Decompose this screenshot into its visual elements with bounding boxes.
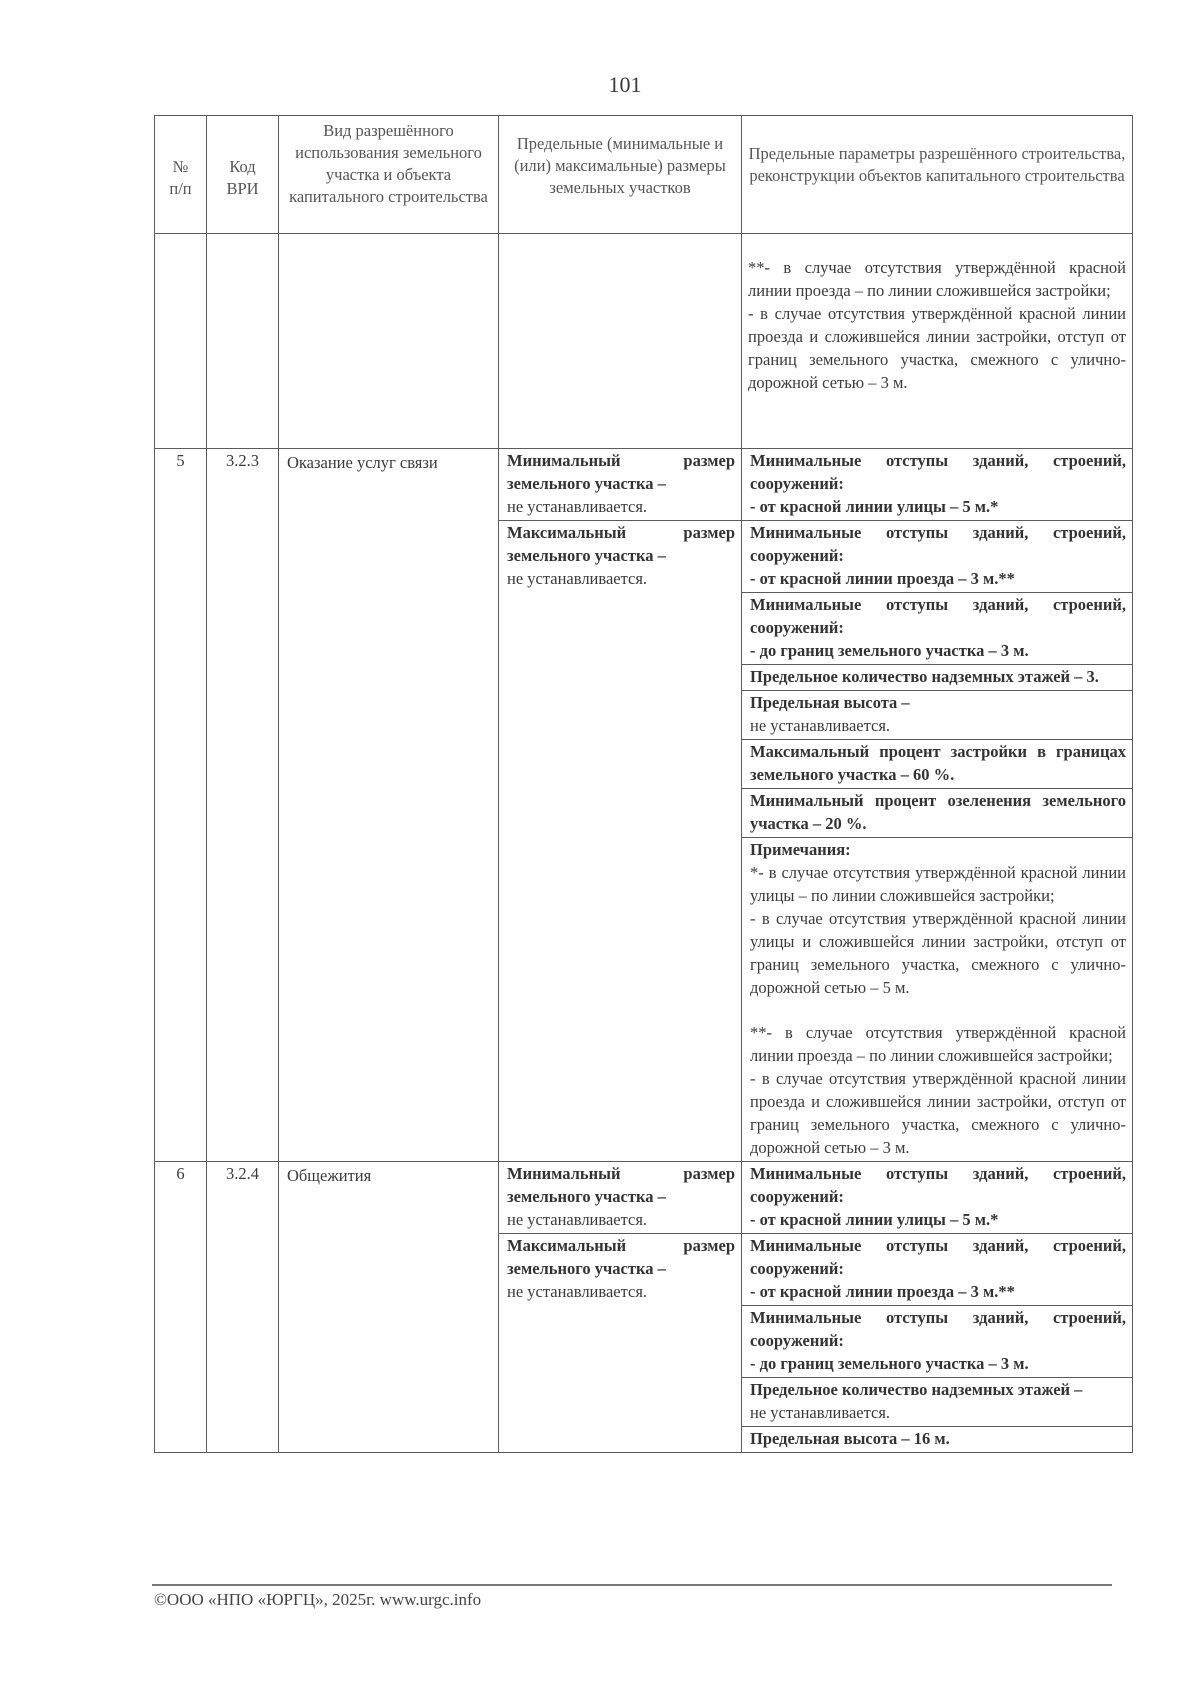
param-setback-label: Минимальные отступы зданий, строений, сооружений: <box>750 1236 1126 1278</box>
param-setback-label: Минимальные отступы зданий, строений, сооружений: <box>750 1164 1126 1206</box>
note-text: - в случае отсутствия утверждённой красной линии улицы и сложившейся линии застройки, отступ от границ земельного участка, смежного с улично-дорожной сетью – 5 м. <box>750 909 1126 997</box>
param-setback-value: - от красной линии проезда – 3 м.** <box>750 569 1015 588</box>
param-setback-value: - от красной линии улицы – 5 м.* <box>750 497 999 516</box>
min-size-value: не устанавливается. <box>507 1210 648 1229</box>
row-use: Общежития <box>287 1166 372 1185</box>
header-use: Вид разрешённого использования земельного участка и объекта капитального строительства <box>279 116 499 234</box>
note-text: - в случае отсутствия утверждённой красной линии проезда и сложившейся линии застройки, отступ от границ земельного участка, смежного с улично-дорожной сетью – 3 м. <box>750 1069 1126 1157</box>
param-height-value: не устанавливается. <box>750 716 891 735</box>
param-setback-label: Минимальные отступы зданий, строений, сооружений: <box>750 1308 1126 1350</box>
row-use: Оказание услуг связи <box>287 453 438 472</box>
page-number: 101 <box>608 72 642 97</box>
table-row <box>155 1162 1133 1453</box>
param-setback-value: - от красной линии проезда – 3 м.** <box>750 1282 1015 1301</box>
param-floors-value: не устанавливается. <box>750 1403 891 1422</box>
header-size: Предельные (минимальные и (или) максимальные) размеры земельных участков <box>499 116 742 234</box>
continuation-note-2: - в случае отсутствия утверждённой красной линии проезда и сложившейся линии застройки, отступ от границ земельного участка, смежного с улично-дорожной сетью – 3 м. <box>748 304 1126 392</box>
table-row-continuation <box>155 234 1133 449</box>
min-size-label: Минимальный размер земельного участка – <box>507 451 735 493</box>
row-number: 6 <box>155 1162 207 1453</box>
max-size-label: Максимальный размер земельного участка – <box>507 1236 735 1278</box>
regulations-table <box>154 115 1133 1453</box>
param-setback-label: Минимальные отступы зданий, строений, сооружений: <box>750 451 1126 493</box>
param-floors: Предельное количество надземных этажей – 3. <box>750 667 1099 686</box>
param-height: Предельная высота – 16 м. <box>750 1429 950 1448</box>
row-number: 5 <box>155 449 207 1162</box>
param-setback-value: - до границ земельного участка – 3 м. <box>750 1354 1029 1373</box>
param-height-label: Предельная высота – <box>750 693 910 712</box>
max-size-label: Максимальный размер земельного участка – <box>507 523 735 565</box>
note-text: *- в случае отсутствия утверждённой красной линии улицы – по линии сложившейся застройки; <box>750 863 1126 905</box>
row-code: 3.2.4 <box>207 1162 279 1453</box>
param-setback-value: - до границ земельного участка – 3 м. <box>750 641 1029 660</box>
max-size-value: не устанавливается. <box>507 569 648 588</box>
header-num: № п/п <box>155 116 207 234</box>
footer-divider <box>152 1584 1112 1586</box>
footer-copyright: ©ООО «НПО «ЮРГЦ», 2025г. www.urgc.info <box>154 1590 482 1609</box>
notes-title: Примечания: <box>750 840 851 859</box>
param-setback-value: - от красной линии улицы – 5 м.* <box>750 1210 999 1229</box>
param-setback-label: Минимальные отступы зданий, строений, сооружений: <box>750 595 1126 637</box>
min-size-value: не устанавливается. <box>507 497 648 516</box>
param-setback-label: Минимальные отступы зданий, строений, сооружений: <box>750 523 1126 565</box>
header-params: Предельные параметры разрешённого строительства, реконструкции объектов капитального строительства <box>742 116 1133 234</box>
max-size-value: не устанавливается. <box>507 1282 648 1301</box>
row-code: 3.2.3 <box>207 449 279 1162</box>
param-greenery: Минимальный процент озеленения земельного участка – 20 %. <box>750 791 1126 833</box>
param-floors-label: Предельное количество надземных этажей – <box>750 1380 1083 1399</box>
table-row <box>155 449 1133 1162</box>
header-code: Код ВРИ <box>207 116 279 234</box>
table-header-row <box>155 116 1133 234</box>
min-size-label: Минимальный размер земельного участка – <box>507 1164 735 1206</box>
note-text: **- в случае отсутствия утверждённой красной линии проезда – по линии сложившейся застройки; <box>750 1023 1126 1065</box>
continuation-note-1: **- в случае отсутствия утверждённой красной линии проезда – по линии сложившейся застройки; <box>748 258 1126 300</box>
param-coverage: Максимальный процент застройки в границах земельного участка – 60 %. <box>750 742 1126 784</box>
